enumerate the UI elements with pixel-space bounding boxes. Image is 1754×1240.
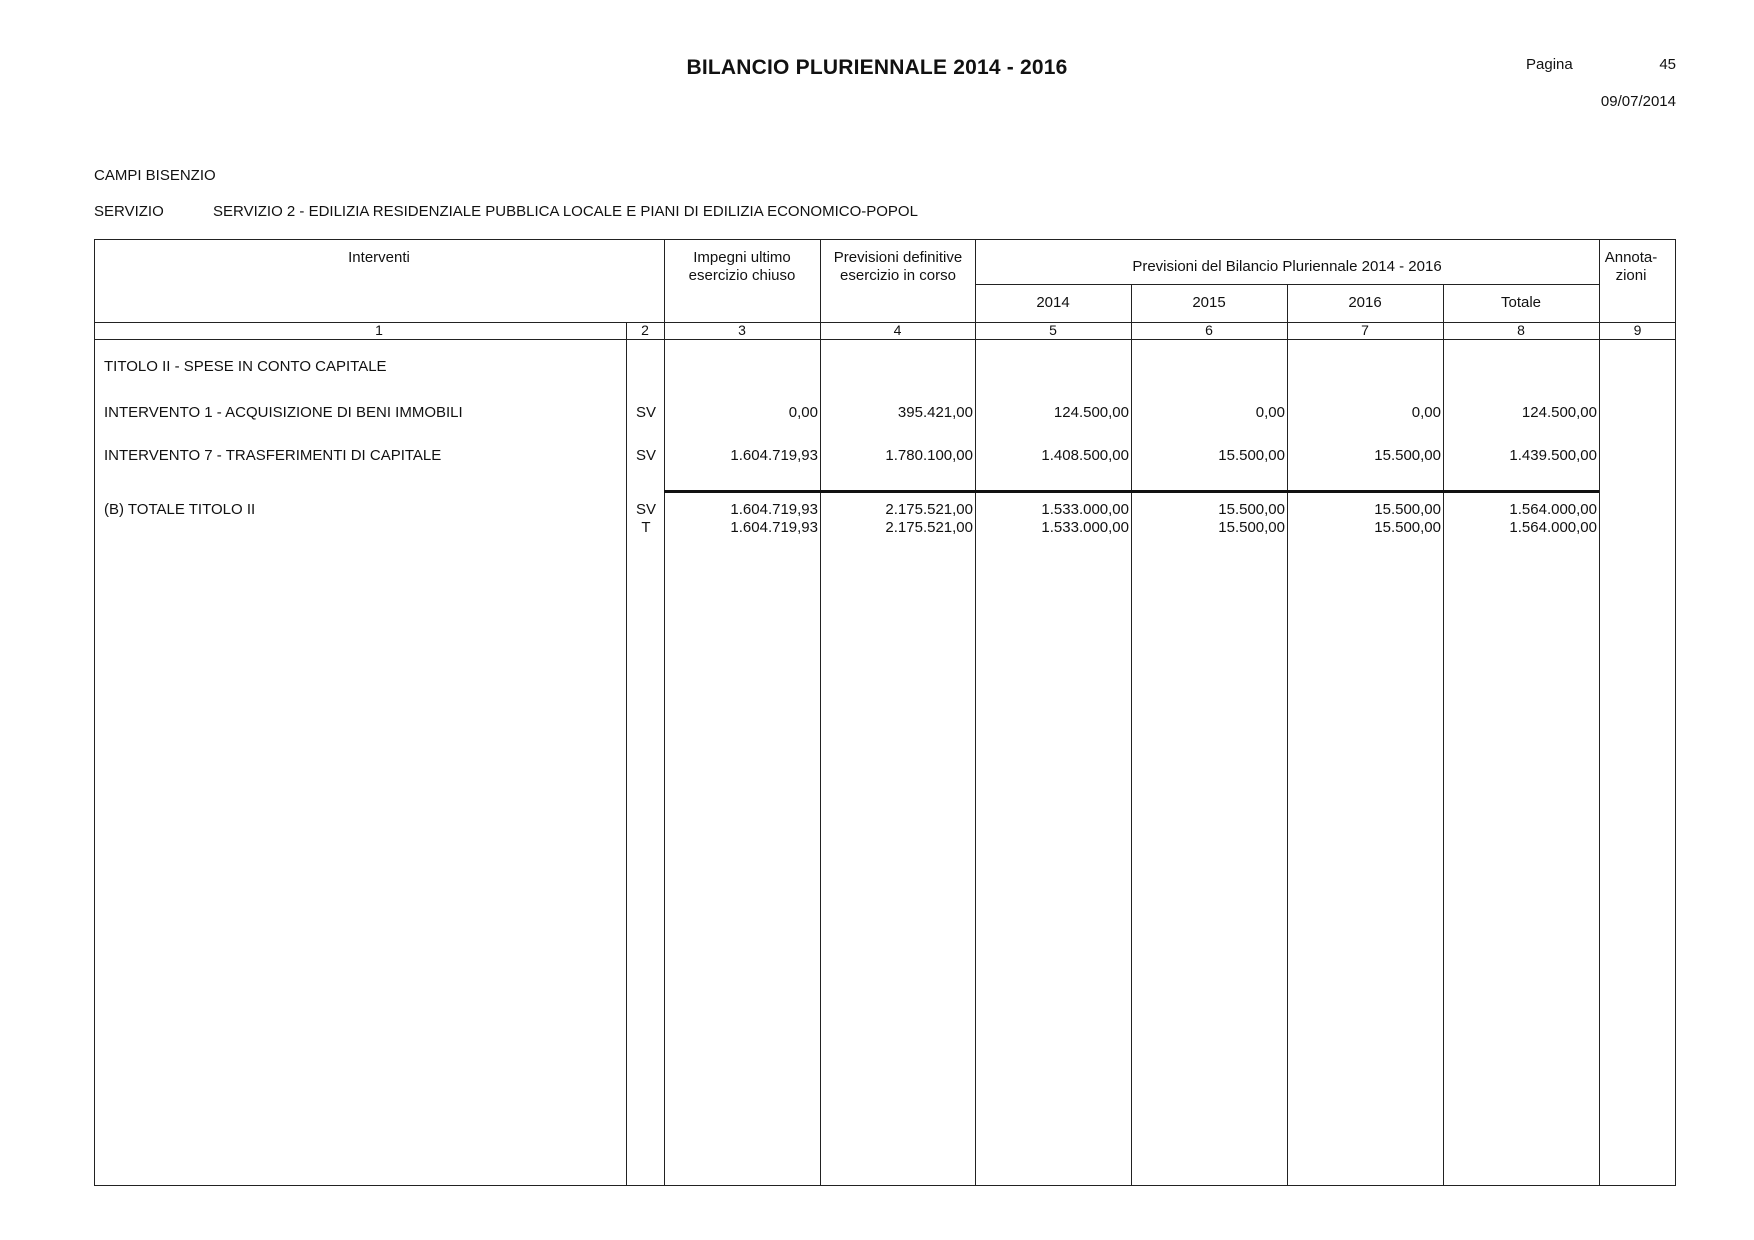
- page-number: 45: [1659, 56, 1676, 73]
- header-2015: 2015: [1192, 294, 1226, 311]
- cell-impegni: 1.604.719,93: [730, 447, 818, 464]
- cell-totale: 1.439.500,00: [1509, 447, 1597, 464]
- totale-2016: 15.500,00: [1374, 501, 1441, 518]
- cell-2015: 0,00: [1255, 404, 1285, 421]
- totale-totale: 1.564.000,00: [1509, 501, 1597, 518]
- row-code: SV: [635, 404, 656, 421]
- servizio-value: SERVIZIO 2 - EDILIZIA RESIDENZIALE PUBBLICA LOCALE E PIANI DI EDILIZIA ECONOMICO-POPOL: [213, 203, 918, 220]
- col-divider-3: [664, 239, 665, 1186]
- header-previsioni-bilancio: Previsioni del Bilancio Pluriennale 2014 - 2016: [1132, 258, 1442, 275]
- column-number: 6: [1205, 322, 1213, 338]
- cell-2014: 1.408.500,00: [1041, 447, 1129, 464]
- budget-table: [94, 239, 1676, 1186]
- cell-totale: 124.500,00: [1521, 404, 1597, 421]
- page-label: Pagina: [1526, 56, 1573, 73]
- cell-2016: 0,00: [1411, 404, 1441, 421]
- ente-name: CAMPI BISENZIO: [94, 167, 216, 184]
- cell-previsioni-definitive: 395.421,00: [897, 404, 973, 421]
- total-separator-line: [664, 490, 1599, 493]
- totale-label: (B) TOTALE TITOLO II: [104, 501, 256, 518]
- column-number: 5: [1049, 322, 1057, 338]
- header-2016: 2016: [1348, 294, 1382, 311]
- row-label: INTERVENTO 7 - TRASFERIMENTI DI CAPITALE: [104, 447, 442, 464]
- column-number: 4: [893, 322, 902, 338]
- document-title: BILANCIO PLURIENNALE 2014 - 2016: [686, 56, 1068, 79]
- col-divider-4: [820, 239, 821, 1186]
- colnum-bottom-line: [94, 339, 1676, 340]
- column-number: 2: [641, 322, 649, 338]
- totale-totale: 1.564.000,00: [1509, 519, 1597, 536]
- cell-previsioni-definitive: 1.780.100,00: [885, 447, 973, 464]
- totale-code: T: [641, 519, 651, 536]
- totale-2015: 15.500,00: [1218, 501, 1285, 518]
- header-impegni: Impegni ultimo esercizio chiuso: [688, 249, 796, 284]
- header-totale: Totale: [1500, 294, 1542, 311]
- titolo-label: TITOLO II - SPESE IN CONTO CAPITALE: [104, 358, 387, 375]
- cell-impegni: 0,00: [788, 404, 818, 421]
- totale-2015: 15.500,00: [1218, 519, 1285, 536]
- row-label: INTERVENTO 1 - ACQUISIZIONE DI BENI IMMOBILI: [104, 404, 463, 421]
- cell-2016: 15.500,00: [1374, 447, 1441, 464]
- col-divider-9: [1599, 239, 1600, 1186]
- totale-2014: 1.533.000,00: [1041, 519, 1129, 536]
- column-number: 1: [375, 322, 383, 338]
- col-divider-5: [975, 239, 976, 1186]
- cell-2014: 124.500,00: [1053, 404, 1129, 421]
- totale-previsioni-definitive: 2.175.521,00: [885, 519, 973, 536]
- totale-impegni: 1.604.719,93: [730, 519, 818, 536]
- header-previsioni-definitive: Previsioni definitive esercizio in corso: [833, 249, 963, 284]
- cell-2015: 15.500,00: [1218, 447, 1285, 464]
- totale-2014: 1.533.000,00: [1041, 501, 1129, 518]
- header-subdivider: [975, 284, 1599, 285]
- header-annotazioni: Annota- zioni: [1604, 249, 1658, 284]
- column-number: 7: [1361, 322, 1369, 338]
- column-number: 9: [1633, 322, 1642, 338]
- totale-impegni: 1.604.719,93: [730, 501, 818, 518]
- column-number: 3: [738, 322, 746, 338]
- totale-code: SV: [635, 501, 656, 518]
- header-interventi: Interventi: [348, 249, 410, 266]
- header-2014: 2014: [1036, 294, 1070, 311]
- servizio-label: SERVIZIO: [94, 203, 164, 220]
- totale-2016: 15.500,00: [1374, 519, 1441, 536]
- print-date: 09/07/2014: [1600, 93, 1676, 110]
- row-code: SV: [635, 447, 656, 464]
- totale-previsioni-definitive: 2.175.521,00: [885, 501, 973, 518]
- column-number: 8: [1517, 322, 1525, 338]
